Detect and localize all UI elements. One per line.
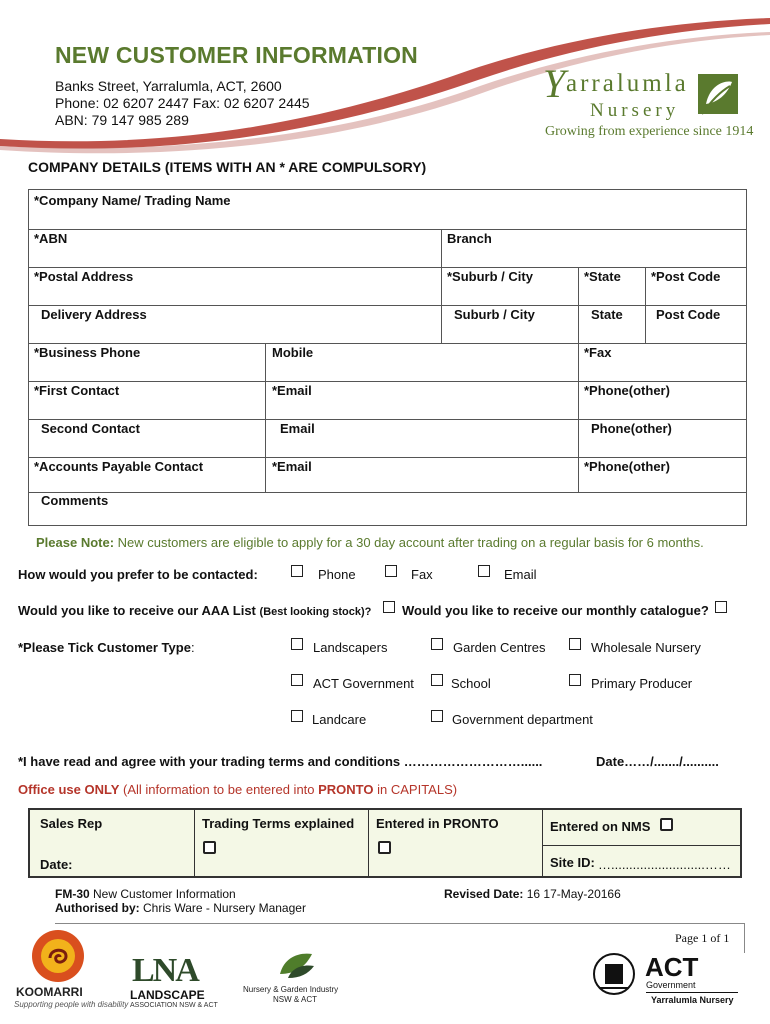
wholesale-nursery-label: Wholesale Nursery	[591, 640, 701, 655]
abn-field[interactable]: *ABN	[34, 231, 68, 246]
fax-checkbox[interactable]	[385, 565, 397, 577]
first-contact-field[interactable]: *First Contact	[34, 383, 120, 398]
phone-line: Phone: 02 6207 2447 Fax: 02 6207 2445	[55, 95, 310, 111]
primary-producer-checkbox[interactable]	[569, 674, 581, 686]
act-government-label: ACT Government	[313, 676, 414, 691]
comments-field[interactable]: Comments	[41, 493, 109, 508]
brand-name-top: arralumla	[566, 70, 689, 97]
mobile-field[interactable]: Mobile	[272, 345, 314, 360]
ngi-line1: Nursery & Garden Industry	[243, 985, 339, 994]
landcare-checkbox[interactable]	[291, 710, 303, 722]
abn-line: ABN: 79 147 985 289	[55, 112, 189, 128]
page-number: Page 1 of 1	[675, 931, 730, 945]
email-checkbox[interactable]	[478, 565, 490, 577]
ap-email-field[interactable]: *Email	[272, 459, 312, 474]
form-code: FM-30 New Customer Information	[55, 887, 236, 901]
site-id-dots[interactable]: …..........................……	[598, 857, 731, 872]
lna-sub: ASSOCIATION NSW & ACT	[130, 1002, 218, 1009]
koomarri-tagline: Supporting people with disability	[14, 1000, 129, 1009]
office-date-label: Date:	[40, 857, 73, 872]
email-option-label: Email	[504, 567, 537, 582]
act-crest-icon	[590, 950, 638, 1000]
delivery-state-field[interactable]: State	[591, 307, 623, 322]
company-name-field[interactable]: *Company Name/ Trading Name	[34, 193, 231, 208]
branch-field[interactable]: Branch	[447, 231, 492, 246]
entered-nms-checkbox[interactable]	[660, 818, 673, 831]
landscapers-label: Landscapers	[313, 640, 388, 655]
site-id-label: Site ID:	[550, 855, 595, 870]
school-checkbox[interactable]	[431, 674, 443, 686]
aaa-list-question: Would you like to receive our AAA List (Best looking stock)?	[18, 603, 372, 618]
company-details-heading: COMPANY DETAILS (ITEMS WITH AN * ARE COMPULSORY)	[28, 159, 427, 175]
koomarri-name: KOOMARRI	[16, 985, 83, 999]
act-sub-label: Yarralumla Nursery	[651, 995, 734, 1005]
terms-agreement[interactable]: *I have read and agree with your trading terms and conditions ………………………......	[18, 754, 543, 769]
lna-logo-mark: LNA	[132, 952, 198, 989]
first-phone-other-field[interactable]: *Phone(other)	[584, 383, 670, 398]
garden-centres-label: Garden Centres	[453, 640, 546, 655]
sales-rep-label: Sales Rep	[40, 816, 103, 831]
address-line: Banks Street, Yarralumla, ACT, 2600	[55, 78, 282, 94]
second-email-field[interactable]: Email	[280, 421, 315, 436]
school-label: School	[451, 676, 491, 691]
act-government-checkbox[interactable]	[291, 674, 303, 686]
ngi-logo-icon	[274, 944, 318, 982]
garden-centres-checkbox[interactable]	[431, 638, 443, 650]
aaa-list-checkbox[interactable]	[383, 601, 395, 613]
act-government-label: Government	[646, 980, 696, 990]
second-contact-field[interactable]: Second Contact	[41, 421, 140, 436]
entered-nms-label: Entered on NMS	[550, 819, 651, 834]
postal-state-field[interactable]: *State	[584, 269, 621, 284]
delivery-postcode-field[interactable]: Post Code	[656, 307, 721, 322]
second-phone-other-field[interactable]: Phone(other)	[591, 421, 672, 436]
delivery-suburb-field[interactable]: Suburb / City	[454, 307, 535, 322]
postal-address-field[interactable]: *Postal Address	[34, 269, 134, 284]
catalogue-question: Would you like to receive our monthly catalogue?	[402, 603, 709, 618]
brand-initial: Y	[543, 61, 566, 106]
delivery-address-field[interactable]: Delivery Address	[41, 307, 147, 322]
lna-name: LANDSCAPE	[130, 988, 205, 1002]
postal-postcode-field[interactable]: *Post Code	[651, 269, 721, 284]
phone-option-label: Phone	[318, 567, 356, 582]
entered-pronto-checkbox[interactable]	[378, 841, 391, 854]
ngi-line2: NSW & ACT	[273, 995, 318, 1004]
customer-type-question: *Please Tick Customer Type:	[18, 640, 195, 655]
trading-terms-label: Trading Terms explained	[202, 816, 355, 831]
phone-checkbox[interactable]	[291, 565, 303, 577]
landcare-label: Landcare	[312, 712, 367, 727]
fax-field[interactable]: *Fax	[584, 345, 612, 360]
landscapers-checkbox[interactable]	[291, 638, 303, 650]
brand-tagline: Growing from experience since 1914	[545, 124, 754, 139]
page-title: NEW CUSTOMER INFORMATION	[55, 42, 418, 68]
leaf-logo-icon	[692, 70, 744, 122]
ap-phone-other-field[interactable]: *Phone(other)	[584, 459, 670, 474]
ap-contact-field[interactable]: *Accounts Payable Contact	[34, 459, 204, 474]
trading-terms-checkbox[interactable]	[203, 841, 216, 854]
business-phone-field[interactable]: *Business Phone	[34, 345, 141, 360]
wholesale-nursery-checkbox[interactable]	[569, 638, 581, 650]
agreement-date[interactable]: Date……/......./..........	[596, 754, 719, 769]
primary-producer-label: Primary Producer	[591, 676, 693, 691]
please-note: Please Note: New customers are eligible to apply for a 30 day account after trading on a regular basis for 6 months.	[36, 535, 704, 550]
first-email-field[interactable]: *Email	[272, 383, 312, 398]
office-use-heading: Office use ONLY (All information to be entered into PRONTO in CAPITALS)	[18, 782, 458, 797]
authorised-by: Authorised by: Chris Ware - Nursery Manager	[55, 901, 306, 915]
act-logo-mark: ACT	[645, 952, 699, 982]
government-department-label: Government department	[452, 712, 593, 727]
brand-name-bottom: Nursery	[590, 100, 680, 121]
catalogue-checkbox[interactable]	[715, 601, 727, 613]
government-department-checkbox[interactable]	[431, 710, 443, 722]
koomarri-logo-icon	[30, 928, 86, 984]
contact-pref-question: How would you prefer to be contacted:	[18, 567, 258, 582]
postal-suburb-field[interactable]: *Suburb / City	[447, 269, 533, 284]
entered-pronto-label: Entered in PRONTO	[376, 816, 499, 831]
fax-option-label: Fax	[411, 567, 433, 582]
revised-date: Revised Date: 16 17-May-20166	[444, 887, 621, 901]
